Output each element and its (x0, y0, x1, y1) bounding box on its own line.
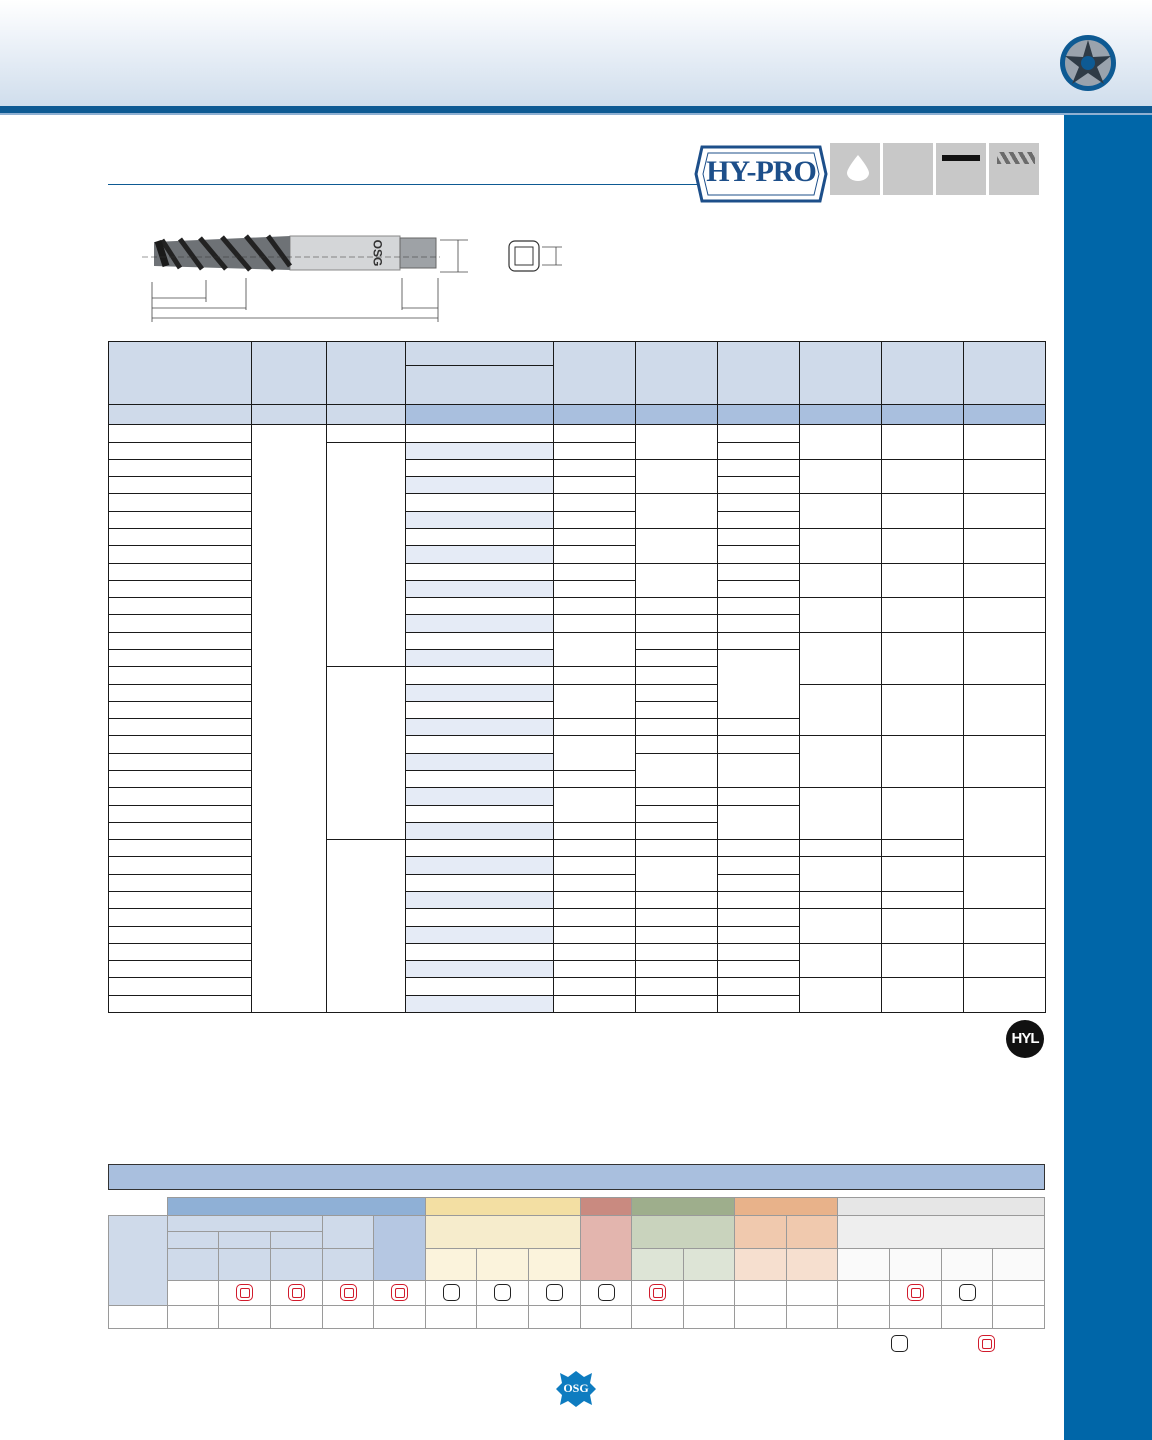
material-cell (374, 1281, 426, 1305)
material-cell (735, 1281, 787, 1305)
table-row (109, 459, 1046, 476)
table-row (109, 978, 1046, 995)
suitable-mark-icon (598, 1284, 615, 1301)
legend-black-mark (891, 1335, 908, 1353)
suitable-mark-icon (959, 1284, 976, 1301)
material-cell (477, 1281, 529, 1305)
recommended-mark-icon (340, 1284, 357, 1301)
material-row-1 (109, 1281, 1045, 1305)
hyl-badge-text: HYL (1011, 1030, 1039, 1047)
shank-marking: OSG (370, 239, 385, 267)
recommended-mark-icon (649, 1284, 666, 1301)
material-cell (529, 1281, 581, 1305)
recommended-mark-icon (236, 1284, 253, 1301)
table-row (109, 529, 1046, 546)
material-cell (838, 1281, 890, 1305)
coolant-drop-icon (830, 143, 880, 195)
black-bar-icon (936, 143, 986, 195)
material-cell (684, 1281, 735, 1305)
table-row (109, 909, 1046, 926)
striped-bar-icon (989, 143, 1039, 195)
material-row-label (168, 1281, 219, 1305)
table-row (109, 840, 1046, 857)
table-row (109, 684, 1046, 701)
tap-diagram (140, 222, 480, 332)
material-cell (632, 1281, 684, 1305)
suitable-mark-icon (443, 1284, 460, 1301)
osg-footer-logo (554, 1369, 598, 1409)
table-row (109, 943, 1046, 960)
header-rule-light (0, 113, 1152, 115)
legend-red-mark (978, 1335, 995, 1353)
osg-footer-logo-text: OSG (563, 1381, 589, 1395)
material-cell (426, 1281, 477, 1305)
recommended-mark-icon (907, 1284, 924, 1301)
material-cell (323, 1281, 374, 1305)
table-row (109, 891, 1046, 908)
table-row (109, 494, 1046, 511)
table-row (109, 788, 1046, 805)
table-row (109, 632, 1046, 649)
material-cell (581, 1281, 632, 1305)
header-rule (0, 106, 1152, 113)
suitable-mark-icon (494, 1284, 511, 1301)
hypro-logo-text: HY-PRO (706, 155, 816, 188)
square-section-icon (506, 238, 566, 274)
table-row (109, 736, 1046, 753)
materials-table (108, 1164, 1045, 1329)
table-row (109, 857, 1046, 874)
table-row (109, 598, 1046, 615)
hypro-logo (694, 141, 828, 207)
title-underline (108, 184, 698, 185)
material-cell (890, 1281, 942, 1305)
tool-cutter-icon (1059, 34, 1117, 92)
material-cell (993, 1281, 1045, 1305)
side-tab-band (1064, 115, 1152, 1440)
material-row-2 (109, 1305, 1045, 1328)
material-cell (219, 1281, 271, 1305)
blank-icon (883, 143, 933, 195)
specification-table (108, 341, 1046, 1013)
suitable-mark-icon (546, 1284, 563, 1301)
recommended-mark-icon (288, 1284, 305, 1301)
material-cell (271, 1281, 323, 1305)
table-row (109, 425, 1046, 442)
recommended-mark-icon (391, 1284, 408, 1301)
hyl-badge (1006, 1020, 1044, 1058)
page-header-band (0, 0, 1152, 108)
table-row (109, 563, 1046, 580)
material-cell (787, 1281, 838, 1305)
material-cell (942, 1281, 993, 1305)
